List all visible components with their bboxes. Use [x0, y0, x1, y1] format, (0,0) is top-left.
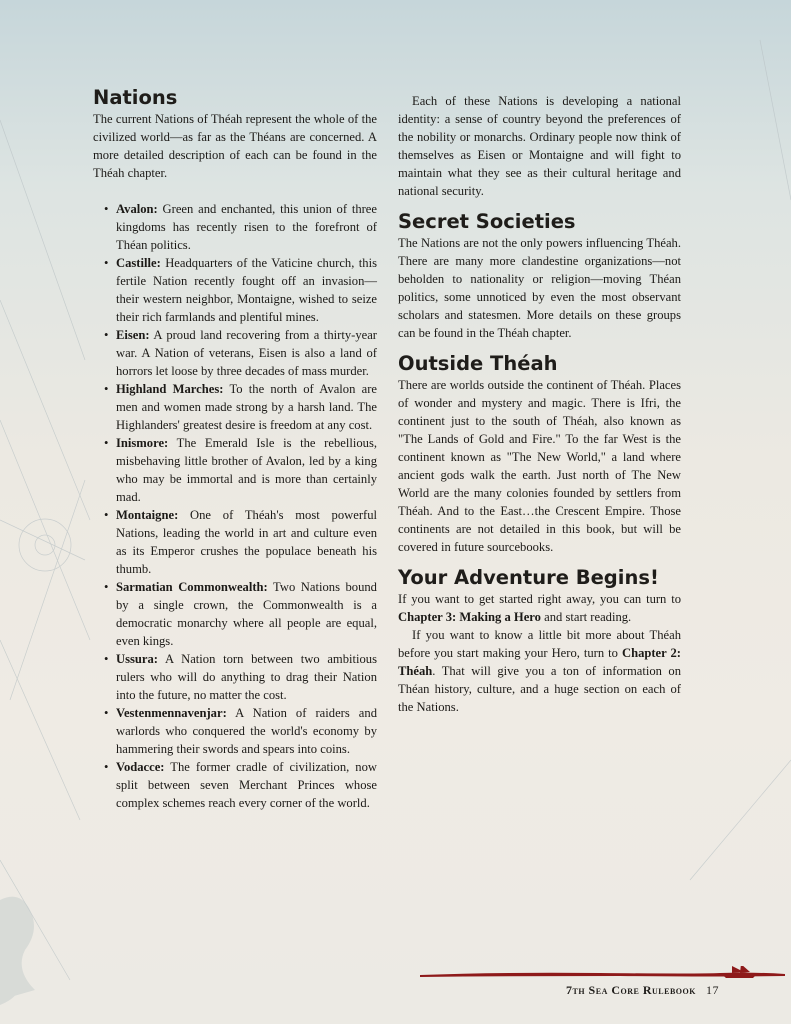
list-item: [104, 758, 377, 812]
right-column: [398, 86, 681, 716]
book-title: 7th Sea Core Rulebook: [566, 983, 696, 997]
nation-name: Ussura:: [116, 652, 158, 666]
list-item: [104, 650, 377, 704]
secret-societies-section: [398, 210, 681, 342]
bullet-icon: •: [104, 202, 109, 216]
nation-description: One of Théah's most powerful Nations, leading the world in art and culture even as its Emperor crushes the populace beneath his thumb.: [116, 508, 377, 576]
nation-name: Vodacce:: [116, 760, 165, 774]
outside-theah-text: There are worlds outside the continent of Théah. Places of wonder and mystery and magic. There is Ifri, the continent just to the south of Théah, also known as "The Lands of Gold and Fire." To the far West is the continent known as "The New World," a land where ancient gods walk the earth. Just north of The New World are the many colonies founded by settlers from Théah. And to the East…the Crescent Empire. Those continents are not detailed in this book, but will be covered in future sourcebooks.: [398, 378, 681, 554]
nation-description: Headquarters of the Vaticine church, this fertile Nation recently fought off an invasion—their western neighbor, Montaigne, wished to seize their rich farmlands and plentiful mines.: [116, 256, 377, 324]
footer-brushstroke-ship: [420, 966, 790, 980]
bullet-icon: •: [104, 580, 109, 594]
nation-name: Vestenmennavenjar:: [116, 706, 227, 720]
page-number: 17: [705, 983, 719, 997]
list-item: [104, 506, 377, 578]
secret-societies-heading: Secret Societies: [398, 210, 576, 233]
outside-theah-section: [398, 352, 681, 556]
nation-name: Avalon:: [116, 202, 158, 216]
nation-name: Eisen:: [116, 328, 150, 342]
nation-name: Castille:: [116, 256, 161, 270]
nation-description: The former cradle of civilization, now split between seven Merchant Princes whose complex schemes reach every corner of the world.: [116, 760, 377, 810]
nation-name: Inismore:: [116, 436, 169, 450]
bullet-icon: •: [104, 652, 109, 666]
nation-description: Green and enchanted, this union of three kingdoms has recently risen to the forefront of Théan politics.: [116, 202, 377, 252]
chapter-2-reference: Chapter 2: Théah: [398, 646, 682, 678]
nation-name: Montaigne:: [116, 508, 179, 522]
list-item: [104, 704, 377, 758]
nation-description: A proud land recovering from a thirty-year war. A Nation of veterans, Eisen is also a land of horrors let loose by three decades of mass murder.: [116, 328, 377, 378]
nation-description: Two Nations bound by a single crown, the Commonwealth is a democratic monarchy where all people are equal, even kings.: [116, 580, 377, 648]
list-item: [104, 254, 377, 326]
nation-description: The Emerald Isle is the rebellious, misbehaving little brother of Avalon, led by a king who may be immortal and is more than certainly mad.: [116, 436, 377, 504]
bullet-icon: •: [104, 256, 109, 270]
list-item: [104, 200, 377, 254]
adventure-p2-tail: . That will give you a ton of information on Théan history, culture, and a huge section on each of the Nations.: [398, 664, 681, 714]
nation-description: A Nation of raiders and warlords who conquered the world's economy by hammering their swords and spears into coins.: [116, 706, 377, 756]
nation-description: A Nation torn between two ambitious rulers who will do anything to drag their Nation into the future, no matter the cost.: [116, 652, 377, 702]
nations-heading: Nations: [93, 86, 178, 109]
adventure-section: [398, 566, 681, 716]
adventure-p1-text: If you want to get started right away, you can turn to: [398, 592, 681, 606]
bullet-icon: •: [104, 436, 109, 450]
outside-theah-heading: Outside Théah: [398, 352, 558, 375]
adventure-paragraph-1: [398, 590, 681, 626]
page-footer: [566, 983, 719, 998]
bullet-icon: •: [104, 508, 109, 522]
adventure-heading: Your Adventure Begins!: [398, 566, 659, 589]
bullet-icon: •: [104, 706, 109, 720]
nations-continued-text: Each of these Nations is developing a national identity: a sense of country beyond the preferences of the nobility or monarchs. Ordinary people now think of themselves as Eisen or Montaigne and will fight to maintain what they see as their cultural heritage and national security.: [398, 94, 681, 198]
nations-list: [93, 200, 377, 812]
nation-name: Highland Marches:: [116, 382, 224, 396]
bullet-icon: •: [104, 328, 109, 342]
nation-name: Sarmatian Commonwealth:: [116, 580, 268, 594]
adventure-p1-tail: and start reading.: [540, 610, 632, 624]
ship-icon: [720, 966, 758, 978]
secret-societies-text: The Nations are not the only powers influencing Théah. There are many more clandestine organizations—not beholden to nationality or religion—moving Théan politics, some unnoticed by even the most observant scholars and statesmen. More details on these groups can be found in the Théah chapter.: [398, 236, 681, 340]
list-item: [104, 326, 377, 380]
list-item: [104, 578, 377, 650]
adventure-paragraph-2: [398, 626, 681, 716]
bullet-icon: •: [104, 760, 109, 774]
left-column: [93, 86, 377, 812]
nation-description: To the north of Avalon are men and women made strong by a harsh land. The Highlanders' greatest desire is freedom at any cost.: [116, 382, 377, 432]
list-item: [104, 380, 377, 434]
nations-intro: The current Nations of Théah represent the whole of the civilized world—as far as the Théans are concerned. A more detailed description of each can be found in the Théah chapter.: [93, 112, 377, 180]
adventure-p2-text: If you want to know a little bit more about Théah before you start making your Hero, turn to: [398, 628, 681, 660]
list-item: [104, 434, 377, 506]
bullet-icon: •: [104, 382, 109, 396]
chapter-3-reference: Chapter 3: Making a Hero: [398, 610, 541, 624]
